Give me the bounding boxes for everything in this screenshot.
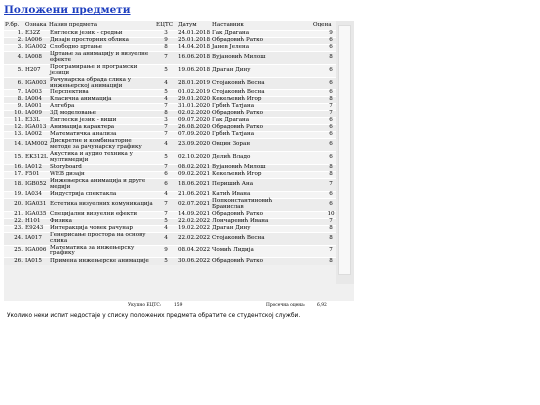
cell-date: 29.01.2020 xyxy=(178,96,211,103)
cell-subject: WEB дизајн xyxy=(48,172,155,179)
cell-grade: 8 xyxy=(305,97,354,104)
cell-number: 14. xyxy=(4,139,24,152)
cell-teacher: Јанев Јелена xyxy=(211,45,305,52)
cell-grade: 6 xyxy=(305,90,354,97)
cell-grade: 6 xyxy=(305,125,354,132)
cell-teacher: Обрадовић Ратко xyxy=(211,211,305,218)
cell-grade: 8 xyxy=(305,232,354,245)
cell-ects: 4 xyxy=(155,97,177,104)
cell-number: 11. xyxy=(4,118,24,125)
cell-date: 30.06.2022 xyxy=(178,257,211,264)
cell-subject: Генерисање простора на основу слика xyxy=(48,232,155,245)
summary-bar xyxy=(4,301,332,310)
table-row xyxy=(4,64,354,77)
cell-grade: 7 xyxy=(305,245,354,258)
cell-code: IGA013 xyxy=(25,124,47,131)
column-header-subject: Назив предмета xyxy=(48,21,155,31)
cell-ects: 8 xyxy=(155,45,177,52)
column-header-ects: ЕЦТС xyxy=(155,21,177,31)
cell-grade: 6 xyxy=(305,139,354,152)
cell-subject: Дизајн просторних облика xyxy=(48,38,155,45)
cell-number: 9. xyxy=(4,104,24,111)
cell-ects: 9 xyxy=(155,245,177,258)
cell-subject: Класична анимација xyxy=(48,97,155,104)
cell-grade: 7 xyxy=(305,104,354,111)
cell-date: 19.06.2018 xyxy=(177,64,211,77)
cell-date: 14.04.2018 xyxy=(178,44,211,51)
cell-number: 25. xyxy=(4,245,24,258)
cell-subject: Програмирање и програмски језици xyxy=(48,64,155,77)
cell-code: E33L xyxy=(24,118,48,125)
cell-code: IA034 xyxy=(24,191,48,198)
cell-teacher: Драган Дину xyxy=(211,225,305,232)
cell-subject: Цртање за анимацију и визуелне ефекте xyxy=(48,52,155,65)
cell-grade: 8 xyxy=(305,165,354,172)
cell-subject: Математичка анализа xyxy=(48,132,155,139)
table-row xyxy=(4,232,354,245)
cell-subject: Индустрија спектакла xyxy=(48,191,155,198)
cell-subject: Storyboard xyxy=(48,165,155,172)
cell-date: 02.07.2021 xyxy=(177,198,211,211)
cell-date: 26.08.2020 xyxy=(178,124,211,131)
cell-date: 28.01.2019 xyxy=(177,77,211,90)
page-title-link[interactable]: Положени предмети xyxy=(4,4,131,16)
cell-code: IA002 xyxy=(24,132,48,139)
cell-subject: Перспектива xyxy=(48,90,155,97)
cell-teacher: Стојаковић Весна xyxy=(211,232,305,245)
cell-ects: 5 xyxy=(155,152,177,165)
cell-date: 25.01.2018 xyxy=(178,37,211,44)
cell-grade: 8 xyxy=(305,258,354,265)
cell-number: 1. xyxy=(4,31,24,38)
grades-table xyxy=(4,21,354,265)
table-row xyxy=(4,179,354,192)
cell-teacher: Вујановић Милош xyxy=(211,52,305,65)
cell-teacher: Кекељевић Игор xyxy=(211,97,305,104)
grades-panel xyxy=(4,21,354,301)
cell-ects: 8 xyxy=(155,111,177,118)
cell-number: 23. xyxy=(4,225,24,232)
cell-teacher: Обрадовић Ратко xyxy=(211,111,305,118)
cell-subject: Примена инжењерске анимације xyxy=(48,258,155,265)
table-row xyxy=(4,52,354,65)
cell-number: 2. xyxy=(4,38,24,45)
cell-date: 18.06.2021 xyxy=(177,179,211,192)
cell-number: 8. xyxy=(4,97,24,104)
cell-number: 19. xyxy=(4,191,24,198)
cell-grade: 6 xyxy=(305,77,354,90)
column-header-teacher: Наставник xyxy=(211,21,305,31)
cell-date: 19.02.2022 xyxy=(178,224,211,231)
cell-code: E9243 xyxy=(24,225,48,232)
cell-number: 22. xyxy=(4,218,24,225)
cell-number: 10. xyxy=(4,111,24,118)
column-header-grade: Оцена xyxy=(305,21,354,31)
cell-date: 14.09.2021 xyxy=(178,210,211,217)
cell-teacher: Гак Драгана xyxy=(211,31,305,38)
cell-number: 12. xyxy=(4,125,24,132)
cell-grade: 6 xyxy=(305,38,354,45)
cell-grade: 7 xyxy=(305,179,354,192)
cell-subject: Дискретне и комбинаторне методе за рачунарску графику xyxy=(48,139,155,152)
cell-grade: 6 xyxy=(305,45,354,52)
cell-code: IA006 xyxy=(24,38,48,45)
cell-grade: 8 xyxy=(305,172,354,179)
cell-ects: 6 xyxy=(155,179,177,192)
cell-number: 13. xyxy=(4,132,24,139)
column-header-code: Ознака xyxy=(24,21,48,31)
cell-subject: Инжењерска анимација и друге медији xyxy=(48,179,155,192)
cell-number: 20. xyxy=(4,198,24,211)
cell-teacher: Лончаревић Ивана xyxy=(211,218,305,225)
cell-teacher: Перишић Ана xyxy=(211,179,305,192)
cell-ects: 4 xyxy=(155,139,177,152)
cell-teacher: Овцин Зоран xyxy=(211,139,305,152)
cell-teacher: Катић Ивана xyxy=(211,191,305,198)
cell-code: IGA035 xyxy=(25,210,47,217)
scrollbar-thumb[interactable] xyxy=(338,25,351,275)
cell-code: IA003 xyxy=(24,90,48,97)
cell-grade: 6 xyxy=(305,64,354,77)
cell-code: H207 xyxy=(24,64,48,77)
cell-subject: Рачунарска обрада слика у инжењерској анимацији xyxy=(48,77,155,90)
cell-date: 23.09.2020 xyxy=(177,139,211,152)
ects-total-value: 159 xyxy=(174,303,183,308)
cell-number: 21. xyxy=(4,211,24,218)
cell-ects: 9 xyxy=(155,38,177,45)
cell-date: 08.04.2022 xyxy=(177,245,211,258)
cell-ects: 4 xyxy=(155,77,177,90)
cell-ects: 7 xyxy=(155,125,177,132)
cell-teacher: Драган Дину xyxy=(211,64,305,77)
cell-subject: Физика xyxy=(48,218,155,225)
cell-grade: 6 xyxy=(305,132,354,139)
cell-teacher: Стојаковић Весна xyxy=(211,90,305,97)
cell-teacher: Попконстантиновић Бранислав xyxy=(211,198,305,211)
cell-ects: 5 xyxy=(155,64,177,77)
cell-code: IA012 xyxy=(24,165,48,172)
cell-number: 17. xyxy=(4,172,24,179)
cell-grade: 6 xyxy=(305,198,354,211)
cell-date: 21.06.2021 xyxy=(178,190,211,197)
cell-number: 4. xyxy=(4,52,24,65)
cell-number: 3. xyxy=(4,45,24,52)
cell-date: 31.01.2020 xyxy=(178,103,211,110)
cell-teacher: Грбић Татјана xyxy=(211,104,305,111)
cell-ects: 6 xyxy=(155,172,177,179)
cell-ects: 4 xyxy=(155,225,177,232)
cell-code: IA015 xyxy=(24,258,48,265)
cell-ects: 4 xyxy=(155,232,177,245)
cell-code: F501 xyxy=(24,172,48,179)
cell-number: 24. xyxy=(4,232,24,245)
table-row xyxy=(4,152,354,165)
cell-code: H101 xyxy=(24,218,48,225)
cell-subject: Естетика визуелних комуникација xyxy=(48,198,155,211)
cell-teacher: Кекељевић Игор xyxy=(211,172,305,179)
cell-teacher: Стојаковић Весна xyxy=(211,77,305,90)
cell-ects: 7 xyxy=(155,104,177,111)
table-row xyxy=(4,191,354,198)
cell-teacher: Делић Владо xyxy=(211,152,305,165)
cell-teacher: Грбић Татјана xyxy=(211,132,305,139)
cell-ects: 7 xyxy=(155,165,177,172)
cell-date: 01.02.2019 xyxy=(178,89,211,96)
cell-teacher: Обрадовић Ратко xyxy=(211,38,305,45)
cell-date: 24.01.2018 xyxy=(178,30,211,37)
cell-subject: Анимација карактера xyxy=(48,125,155,132)
cell-code: IGA031 xyxy=(24,198,48,211)
cell-code: IAM002 xyxy=(24,139,48,152)
cell-teacher: Гак Драгана xyxy=(211,118,305,125)
cell-code: IGA003 xyxy=(24,77,48,90)
cell-date: 07.09.2020 xyxy=(178,131,211,138)
cell-subject: Енглески језик - средњи xyxy=(48,31,155,38)
cell-date: 08.02.2021 xyxy=(178,164,211,171)
vertical-scrollbar[interactable] xyxy=(336,21,354,284)
average-grade-label: Просечна оцена: xyxy=(266,303,306,308)
cell-subject: Алгебра xyxy=(48,104,155,111)
cell-subject: Математика за инжењерску графику xyxy=(48,245,155,258)
cell-subject: Акустика и аудио техника у мултимедији xyxy=(48,152,155,165)
cell-number: 18. xyxy=(4,179,24,192)
cell-ects: 3 xyxy=(155,118,177,125)
table-row xyxy=(4,245,354,258)
cell-teacher: Чомић Лидија xyxy=(211,245,305,258)
cell-teacher: Обрадовић Ратко xyxy=(211,258,305,265)
table-row xyxy=(4,139,354,152)
cell-code: IA008 xyxy=(24,52,48,65)
cell-subject: Слободно цртање xyxy=(48,45,155,52)
cell-date: 16.06.2018 xyxy=(177,52,211,65)
cell-code: IA009 xyxy=(24,111,48,118)
cell-ects: 5 xyxy=(155,90,177,97)
cell-code: IGA002 xyxy=(25,44,47,51)
cell-grade: 6 xyxy=(305,191,354,198)
cell-number: 5. xyxy=(4,64,24,77)
cell-date: 22.02.2022 xyxy=(178,217,211,224)
column-header-number: Р.бр. xyxy=(4,21,24,31)
cell-date: 02.02.2020 xyxy=(178,110,211,117)
cell-ects: 3 xyxy=(155,31,177,38)
cell-grade: 10 xyxy=(305,211,354,218)
cell-ects: 7 xyxy=(155,132,177,139)
ects-total-label: Укупно ЕЦТС: xyxy=(128,303,162,308)
cell-code: IA004 xyxy=(24,97,48,104)
cell-ects: 5 xyxy=(155,218,177,225)
cell-date: 22.02.2022 xyxy=(177,232,211,245)
table-row xyxy=(4,77,354,90)
cell-grade: 7 xyxy=(305,111,354,118)
cell-code: IA001 xyxy=(24,104,48,111)
cell-grade: 9 xyxy=(305,31,354,38)
cell-code: IGA006 xyxy=(24,245,48,258)
cell-ects: 7 xyxy=(155,198,177,211)
column-header-date: Датум xyxy=(177,21,211,31)
table-row xyxy=(4,258,354,265)
cell-number: 15. xyxy=(4,152,24,165)
cell-subject: Енглески језик - виши xyxy=(48,118,155,125)
cell-grade: 7 xyxy=(305,218,354,225)
missing-exam-note: Уколико неки испит недостаје у списку положених предмета обратите се студентској служби. xyxy=(7,313,301,319)
cell-code: E32Z xyxy=(24,31,48,38)
cell-ects: 4 xyxy=(155,191,177,198)
cell-teacher: Обрадовић Ратко xyxy=(211,125,305,132)
cell-number: 6. xyxy=(4,77,24,90)
cell-subject: Интеракција човек рачунар xyxy=(48,225,155,232)
cell-grade: 6 xyxy=(305,152,354,165)
cell-grade: 8 xyxy=(305,225,354,232)
cell-number: 7. xyxy=(4,90,24,97)
cell-subject: 3Д моделовање xyxy=(48,111,155,118)
average-grade-value: 6,92 xyxy=(317,303,327,308)
cell-code: IGB052 xyxy=(24,179,48,192)
cell-number: 26. xyxy=(4,258,24,265)
cell-code: EK312L xyxy=(24,152,48,165)
cell-code: IA017 xyxy=(24,232,48,245)
grades-table-body xyxy=(4,31,354,265)
cell-date: 02.10.2020 xyxy=(177,152,211,165)
cell-teacher: Вујановић Милош xyxy=(211,165,305,172)
cell-date: 09.07.2020 xyxy=(178,117,211,124)
cell-subject: Специјални визуелни ефекти xyxy=(48,211,155,218)
cell-ects: 5 xyxy=(155,258,177,265)
cell-ects: 7 xyxy=(155,211,177,218)
cell-ects: 7 xyxy=(155,52,177,65)
cell-grade: 8 xyxy=(305,52,354,65)
cell-number: 16. xyxy=(4,165,24,172)
table-row xyxy=(4,198,354,211)
cell-grade: 6 xyxy=(305,118,354,125)
cell-date: 09.02.2021 xyxy=(178,171,211,178)
